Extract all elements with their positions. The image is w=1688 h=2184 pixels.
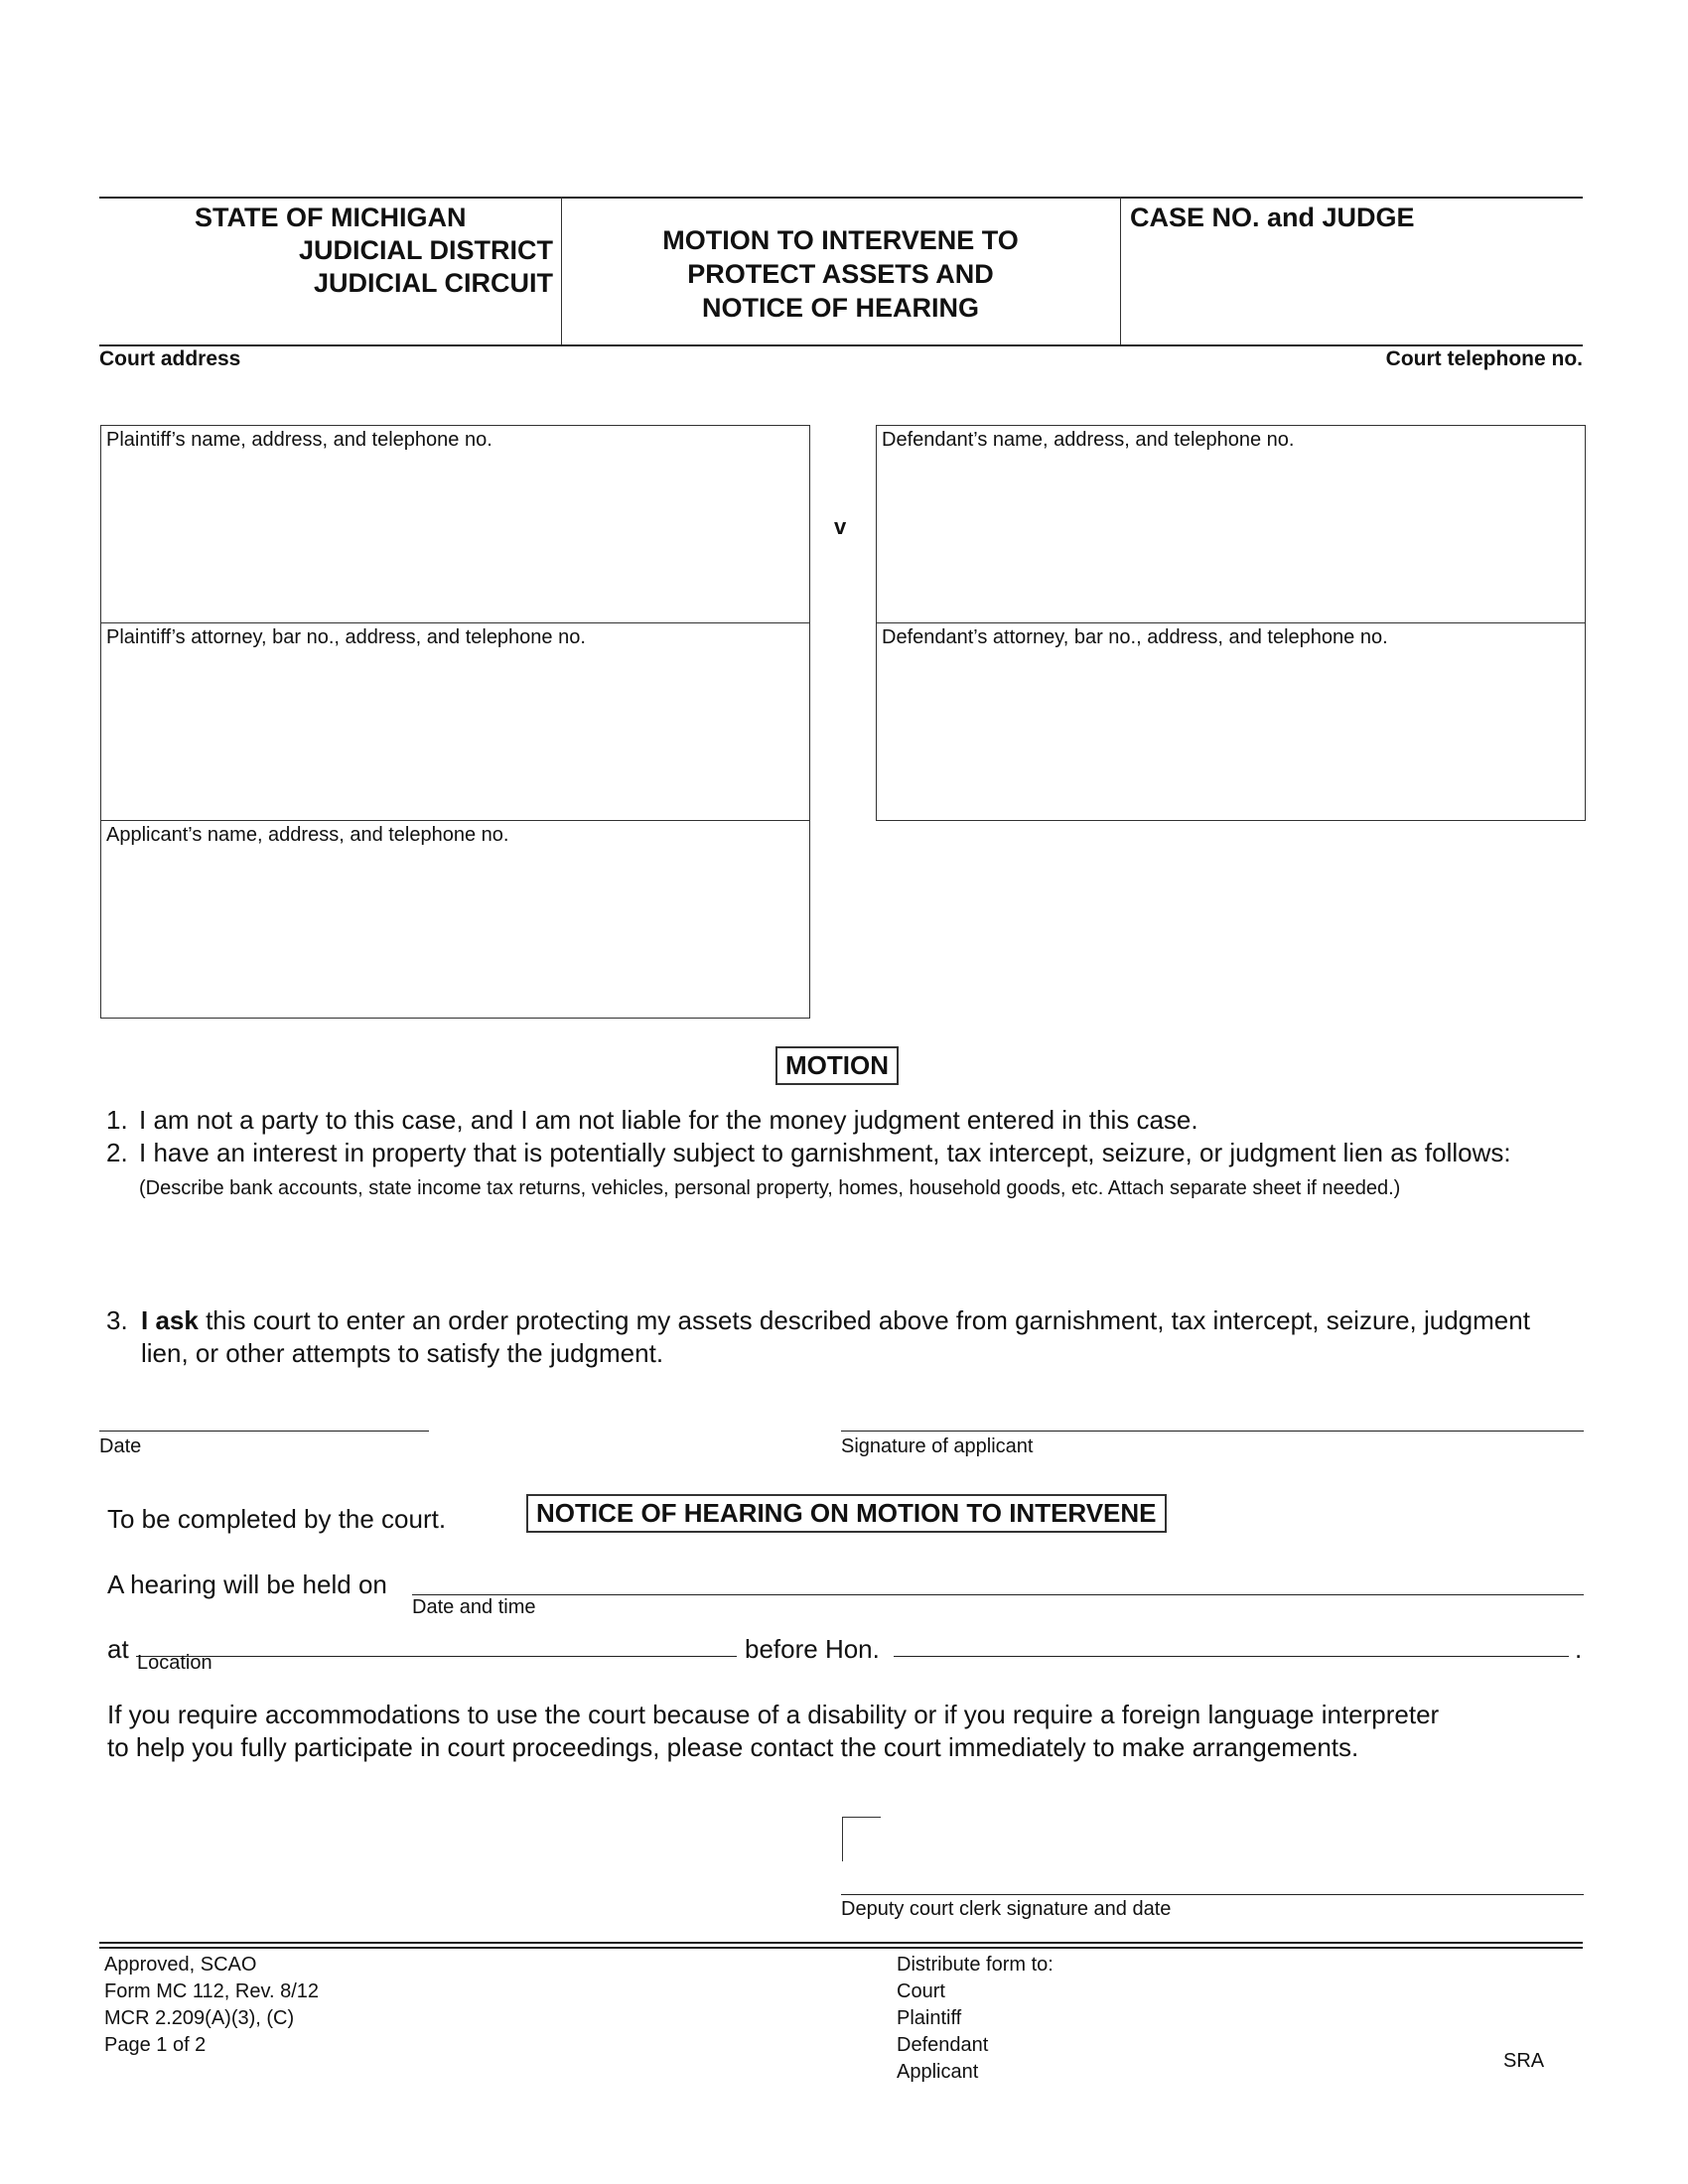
date-label: Date — [99, 1435, 142, 1457]
clerk-signature-line[interactable] — [841, 1894, 1584, 1895]
footer-rule-2 — [99, 1947, 1583, 1949]
distribute-plaintiff: Plaintiff — [897, 2007, 962, 2029]
plaintiff-field-label: Plaintiff’s name, address, and telephone no. — [106, 429, 492, 451]
motion-item2-note: (Describe bank accounts, state income tax returns, vehicles, personal property, homes, household goods, etc. Attach separate sheet if needed.) — [139, 1177, 1401, 1199]
approved-label: Approved, SCAO — [104, 1954, 257, 1976]
clerk-label: Deputy court clerk signature and date — [841, 1898, 1172, 1920]
judge-name-line[interactable] — [894, 1656, 1569, 1657]
motion-item2-number: 2. — [106, 1138, 128, 1167]
court-use-label: To be completed by the court. — [107, 1504, 447, 1534]
location-line[interactable] — [136, 1656, 737, 1657]
state-label: STATE OF MICHIGAN — [195, 203, 467, 232]
plaintiff-field[interactable] — [100, 425, 810, 623]
page-number: Page 1 of 2 — [104, 2034, 207, 2056]
defendant-attorney-field-label: Defendant’s attorney, bar no., address, and telephone no. — [882, 626, 1388, 648]
hearing-datetime-line[interactable] — [412, 1594, 1584, 1595]
at-text: at — [107, 1634, 129, 1664]
property-description-field[interactable] — [139, 1205, 1583, 1285]
judicial-circuit-label: JUDICIAL CIRCUIT — [313, 268, 553, 298]
motion-item1-text: I am not a party to this case, and I am not liable for the money judgment entered in this case. — [139, 1105, 1198, 1135]
header-divider-2 — [1120, 197, 1121, 344]
hearing-text: A hearing will be held on — [107, 1570, 387, 1599]
distribute-court: Court — [897, 1980, 945, 2002]
footer-rule-1 — [99, 1942, 1583, 1944]
sra-code: SRA — [1503, 2050, 1545, 2072]
motion-item1-number: 1. — [106, 1105, 128, 1135]
case-no-judge-label: CASE NO. and JUDGE — [1130, 203, 1415, 232]
form-number: Form MC 112, Rev. 8/12 — [104, 1980, 319, 2002]
form-title-line3: NOTICE OF HEARING — [701, 293, 979, 323]
header-bottom-rule — [99, 344, 1583, 346]
motion-item3-text: this court to enter an order protecting my assets described above from garnishment, tax intercept, seizure, judgment — [206, 1305, 1530, 1335]
defendant-attorney-field[interactable] — [876, 622, 1586, 821]
judicial-district-label: JUDICIAL DISTRICT — [298, 235, 553, 265]
before-hon-text: before Hon. — [745, 1634, 880, 1664]
motion-heading: MOTION — [775, 1046, 899, 1085]
date-line[interactable] — [99, 1431, 429, 1432]
distribution-list — [897, 1952, 1054, 2086]
distribute-defendant: Defendant — [897, 2034, 989, 2056]
motion-item3-line2: lien, or other attempts to satisfy the judgment. — [141, 1338, 664, 1368]
motion-item3-number: 3. — [106, 1305, 128, 1335]
header-top-rule — [99, 197, 1583, 199]
form-title — [561, 223, 1120, 325]
accommodation-line1: If you require accommodations to use the court because of a disability or if you require a foreign language interpreter — [107, 1700, 1440, 1729]
motion-item3-ask: I ask — [141, 1305, 199, 1335]
distribute-applicant: Applicant — [897, 2061, 979, 2083]
seal-corner-mark — [842, 1817, 881, 1861]
applicant-field[interactable] — [100, 820, 810, 1019]
applicant-signature-line[interactable] — [841, 1431, 1584, 1432]
location-label: Location — [137, 1652, 212, 1674]
court-telephone-label: Court telephone no. — [1385, 347, 1583, 370]
footer-form-info — [104, 1952, 319, 2059]
datetime-label: Date and time — [412, 1596, 536, 1618]
distribute-label: Distribute form to: — [897, 1954, 1054, 1976]
form-title-line2: PROTECT ASSETS AND — [687, 259, 994, 289]
versus-label: v — [834, 514, 847, 539]
motion-item3-line1 — [141, 1304, 1530, 1337]
defendant-field-label: Defendant’s name, address, and telephone no. — [882, 429, 1295, 451]
accommodation-line2: to help you fully participate in court proceedings, please contact the court immediately to make arrangements. — [107, 1732, 1359, 1762]
judge-line-period: . — [1575, 1634, 1583, 1664]
plaintiff-attorney-field-label: Plaintiff’s attorney, bar no., address, and telephone no. — [106, 626, 586, 648]
signature-label: Signature of applicant — [841, 1435, 1034, 1457]
form-title-line1: MOTION TO INTERVENE TO — [662, 225, 1019, 255]
mcr-reference: MCR 2.209(A)(3), (C) — [104, 2007, 295, 2029]
motion-item2-text: I have an interest in property that is potentially subject to garnishment, tax intercept, seizure, or judgment lien as follows: — [139, 1138, 1511, 1167]
court-address-label: Court address — [99, 347, 241, 370]
defendant-field[interactable] — [876, 425, 1586, 623]
plaintiff-attorney-field[interactable] — [100, 622, 810, 821]
notice-heading: NOTICE OF HEARING ON MOTION TO INTERVENE — [526, 1494, 1167, 1533]
applicant-field-label: Applicant’s name, address, and telephone no. — [106, 824, 509, 846]
